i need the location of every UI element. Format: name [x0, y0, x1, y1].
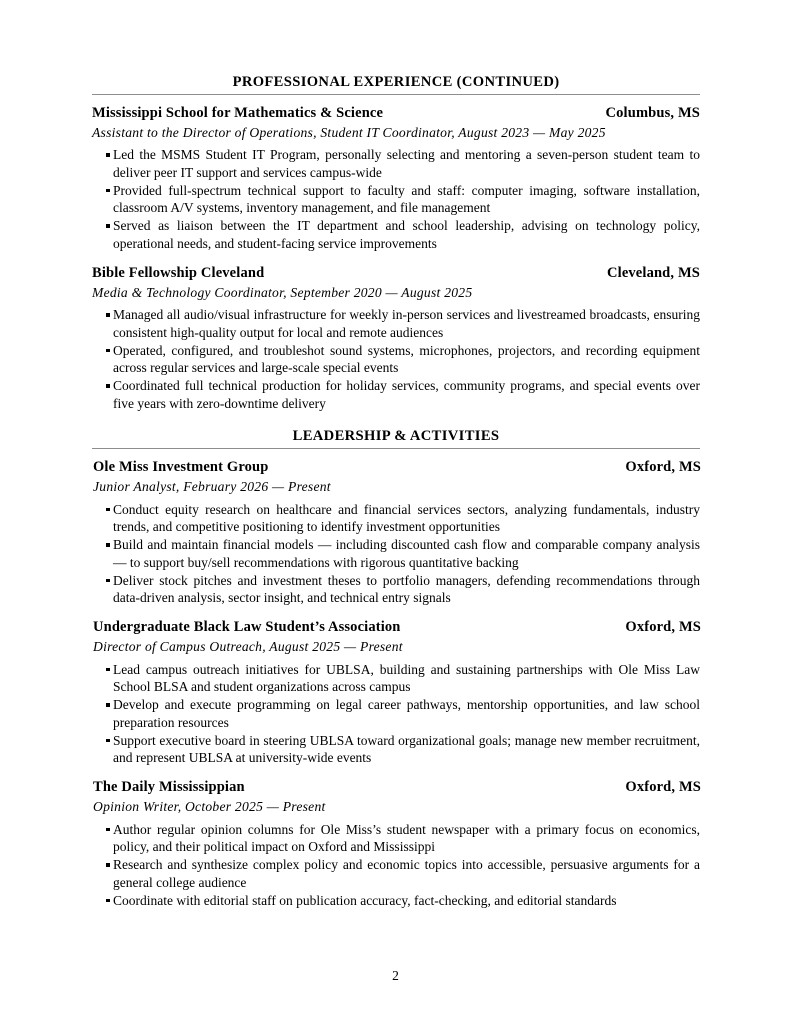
entry-header [92, 104, 700, 123]
resume-section [92, 74, 700, 412]
section-heading: PROFESSIONAL EXPERIENCE (CONTINUED) [232, 74, 560, 90]
bullet-text: Provided full-spectrum technical support to faculty and staff: computer imaging, software installation, classroom A/V systems, inventory management, and file management [113, 182, 700, 216]
bullet-item [92, 572, 700, 607]
bullet-item [92, 892, 700, 909]
section-heading: LEADERSHIP & ACTIVITIES [292, 428, 500, 445]
resume-entry [92, 458, 700, 606]
bullet-text: Led the MSMS Student IT Program, personally selecting and mentoring a seven-person student team to deliver peer IT support and services campus-wide [113, 147, 700, 180]
entry-bullet-list [92, 501, 700, 607]
square-bullet-icon [106, 899, 110, 903]
bullet-item [92, 146, 700, 181]
organization-name: Ole Miss Investment Group [93, 459, 269, 476]
bullet-text: Managed all audio/visual infrastructure for weekly in-person services and livestreamed broadcasts, ensuring consistent high-quality output for local and remote audiences [113, 307, 700, 340]
entry-role-and-dates: Director of Campus Outreach, August 2025 — Present [93, 639, 403, 655]
bullet-text: Conduct equity research on healthcare and financial services sectors, analyzing fundamentals, industry trends, and competitive positioning to identify investment opportunities [113, 501, 700, 535]
bullet-text: Served as liaison between the IT department and school leadership, advising on technology policy, operational needs, and student-facing service improvements [113, 218, 700, 251]
entry-bullet-list [92, 661, 700, 767]
square-bullet-icon [106, 739, 110, 743]
organization-name: Mississippi School for Mathematics & Science [92, 105, 384, 122]
entry-role-and-dates: Assistant to the Director of Operations, Student IT Coordinator, August 2023 — May 2025 [92, 125, 606, 141]
resume-entry [92, 264, 700, 412]
section-divider [92, 94, 700, 95]
bullet-text: Build and maintain financial models — including discounted cash flow and comparable company analysis — to support buy/sell recommendations with rigorous quantitative backing [113, 537, 700, 570]
bullet-text: Coordinate with editorial staff on publication accuracy, fact-checking, and editorial standards [113, 892, 617, 908]
resume-content [92, 74, 700, 911]
square-bullet-icon [106, 863, 110, 867]
square-bullet-icon [106, 153, 110, 157]
square-bullet-icon [106, 313, 110, 317]
entry-bullet-list [92, 306, 700, 412]
bullet-text: Deliver stock pitches and investment theses to portfolio managers, defending recommendations through data-driven analysis, sector insight, and technical entry signals [113, 572, 700, 605]
organization-name: Undergraduate Black Law Student’s Association [93, 619, 401, 636]
bullet-item [92, 501, 700, 536]
square-bullet-icon [106, 189, 110, 193]
entry-role-and-dates: Opinion Writer, October 2025 — Present [93, 799, 326, 815]
square-bullet-icon [106, 668, 110, 672]
bullet-item [92, 377, 700, 412]
bullet-item [92, 182, 700, 217]
organization-name: The Daily Mississippian [93, 779, 245, 796]
entry-header [92, 778, 701, 797]
organization-name: Bible Fellowship Cleveland [92, 265, 265, 282]
resume-section [92, 414, 700, 909]
bullet-item [92, 856, 700, 891]
resume-entry [92, 618, 700, 766]
bullet-text: Research and synthesize complex policy and economic topics into accessible, persuasive arguments for a general college audience [113, 857, 700, 890]
page-number: 2 [392, 968, 399, 983]
entry-location: Oxford, MS [625, 619, 701, 636]
bullet-text: Develop and execute programming on legal career pathways, mentorship opportunities, and law school preparation resources [113, 697, 700, 730]
entry-role-and-dates: Media & Technology Coordinator, September 2020 — August 2025 [92, 285, 473, 301]
bullet-item [92, 821, 700, 856]
square-bullet-icon [106, 579, 110, 583]
bullet-text: Operated, configured, and troubleshot sound systems, microphones, projectors, and recording equipment across regular services and large-scale special events [113, 342, 700, 376]
bullet-text: Support executive board in steering UBLSA toward organizational goals; manage new member recruitment, and represent UBLSA at university-wide events [113, 732, 700, 765]
bullet-item [92, 217, 700, 252]
bullet-text: Lead campus outreach initiatives for UBLSA, building and sustaining partnerships with Ole Miss Law School BLSA and student organizations across campus [113, 661, 700, 695]
bullet-text: Author regular opinion columns for Ole Miss’s student newspaper with a primary focus on economics, policy, and their political impact on Oxford and Mississippi [113, 821, 700, 855]
section-divider [92, 448, 700, 449]
bullet-item [92, 732, 700, 767]
square-bullet-icon [106, 384, 110, 388]
square-bullet-icon [106, 349, 110, 353]
resume-entry [92, 778, 700, 909]
entry-header [92, 458, 701, 477]
entry-location: Oxford, MS [625, 459, 701, 476]
bullet-text: Coordinated full technical production for holiday services, community programs, and special events over five years with zero-downtime delivery [113, 378, 700, 411]
bullet-item [92, 306, 700, 341]
square-bullet-icon [106, 543, 110, 547]
entry-location: Columbus, MS [605, 105, 700, 122]
bullet-item [92, 661, 700, 696]
square-bullet-icon [106, 224, 110, 228]
entry-role-and-dates: Junior Analyst, February 2026 — Present [93, 479, 331, 495]
bullet-item [92, 696, 700, 731]
square-bullet-icon [106, 828, 110, 832]
square-bullet-icon [106, 508, 110, 512]
bullet-item [92, 342, 700, 377]
entry-location: Oxford, MS [625, 779, 701, 796]
entry-header [92, 618, 701, 637]
entry-bullet-list [92, 821, 700, 909]
entry-location: Cleveland, MS [607, 265, 700, 282]
entry-bullet-list [92, 146, 700, 252]
square-bullet-icon [106, 703, 110, 707]
resume-entry [92, 104, 700, 252]
entry-header [92, 264, 700, 283]
bullet-item [92, 536, 700, 571]
